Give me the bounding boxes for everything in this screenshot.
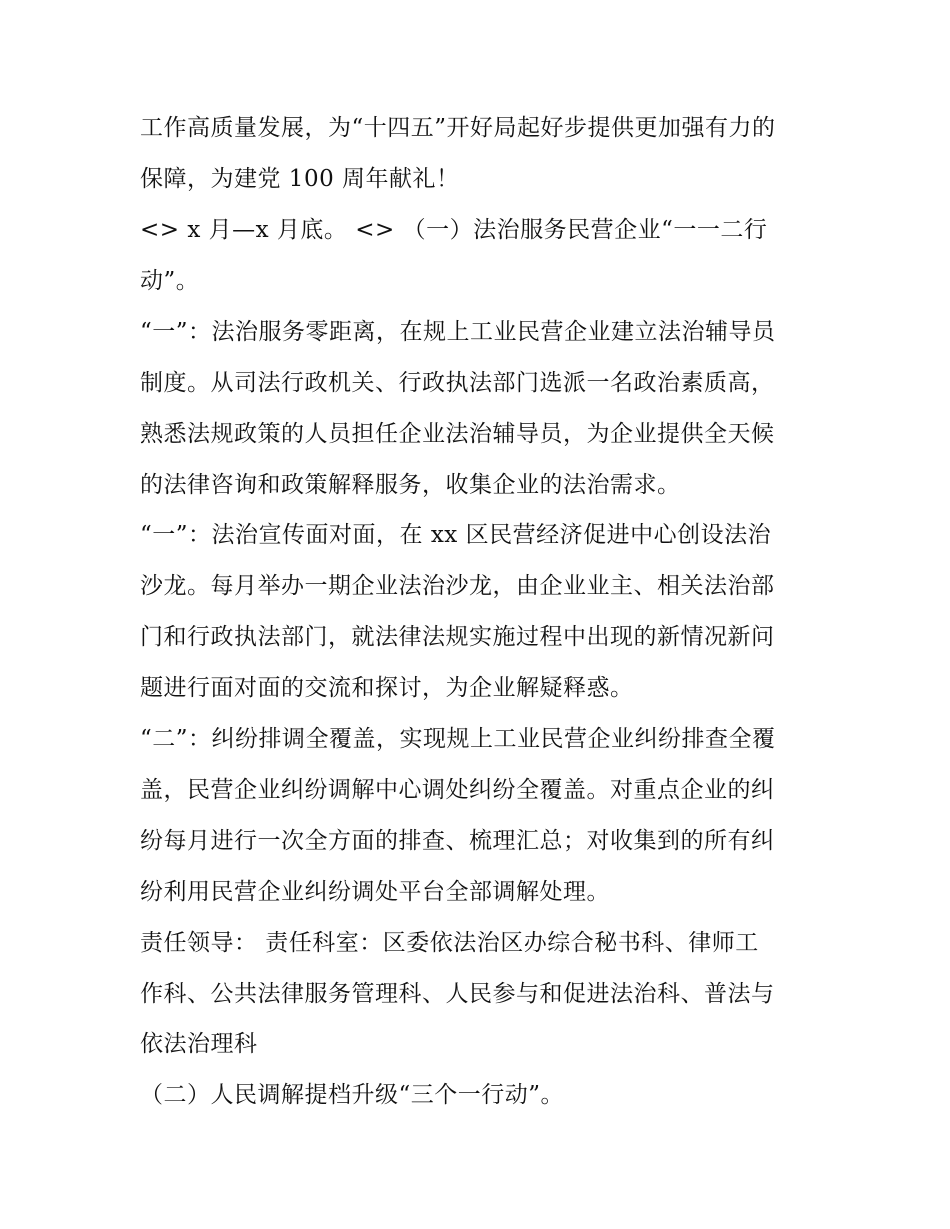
text-line: 作科、公共法律服务管理科、人民参与和促进法治科、普法与	[140, 981, 775, 1007]
text-line: 熟悉法规政策的人员担任企业法治辅导员，为企业提供全天候	[140, 421, 775, 447]
text-line: “二”：纠纷排调全覆盖，实现规上工业民营企业纠纷排查全覆	[140, 726, 776, 752]
text-line: 的法律咨询和政策解释服务，收集企业的法治需求。	[140, 472, 681, 498]
text-line: “一”：法治宣传面对面，在 xx 区民营经济促进中心创设法治	[140, 522, 772, 548]
text-line: 动”。	[140, 268, 200, 294]
text-line: 制度。从司法行政机关、行政执法部门选派一名政治素质高，	[140, 370, 775, 396]
text-line: <> x 月—x 月底。 <> （一）法治服务民营企业“一一二行	[140, 217, 768, 243]
text-line: 盖，民营企业纠纷调解中心调处纠纷全覆盖。对重点企业的纠	[140, 777, 775, 803]
text-line: 纷利用民营企业纠纷调处平台全部调解处理。	[140, 879, 610, 905]
text-line: 保障，为建党 100 周年献礼！	[140, 166, 460, 192]
text-line: “一”：法治服务零距离，在规上工业民营企业建立法治辅导员	[140, 319, 776, 345]
text-line: （二）人民调解提档升级“三个一行动”。	[140, 1082, 565, 1108]
text-line: 责任领导： 责任科室：区委依法治区办综合秘书科、律师工	[140, 930, 759, 956]
text-line: 纷每月进行一次全方面的排查、梳理汇总；对收集到的所有纠	[140, 828, 775, 854]
text-line: 依法治理科	[140, 1031, 258, 1057]
text-line: 沙龙。每月举办一期企业法治沙龙，由企业业主、相关法治部	[140, 573, 775, 599]
text-line: 工作高质量发展，为“十四五”开好局起好步提供更加强有力的	[140, 115, 776, 141]
text-line: 题进行面对面的交流和探讨，为企业解疑释惑。	[140, 675, 634, 701]
text-line: 门和行政执法部门，就法律法规实施过程中出现的新情况新问	[140, 624, 775, 650]
